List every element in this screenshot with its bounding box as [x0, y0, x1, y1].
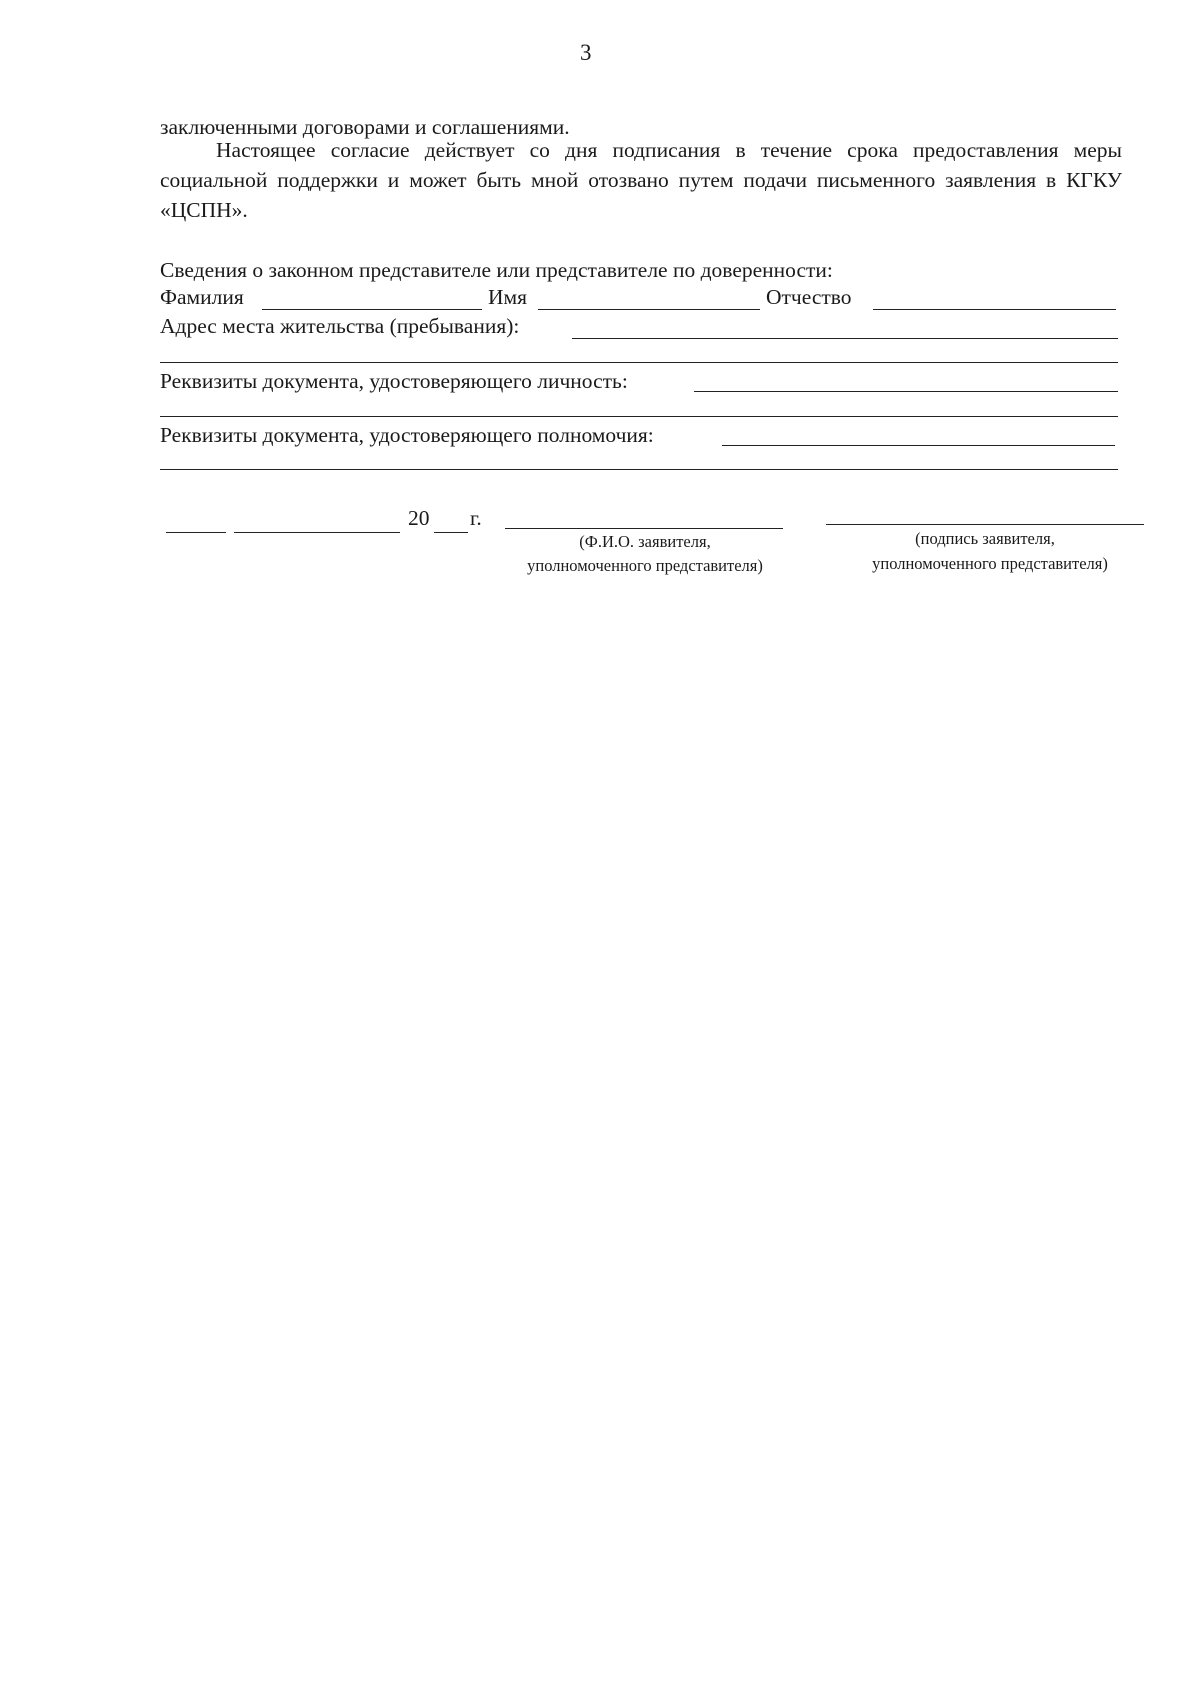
authority-doc-label: Реквизиты документа, удостоверяющего полномочия: — [160, 423, 654, 447]
surname-label: Фамилия — [160, 285, 244, 309]
paragraph-continuation: заключенными договорами и соглашениями. — [160, 115, 570, 139]
identity-doc-field[interactable] — [694, 391, 1118, 392]
date-year-field[interactable] — [434, 532, 468, 533]
applicant-signature-field[interactable] — [826, 524, 1144, 525]
fio-caption-line1: (Ф.И.О. заявителя, — [579, 532, 711, 551]
applicant-fio-field[interactable] — [505, 528, 783, 529]
page-number: 3 — [580, 40, 592, 65]
fio-caption-line2: уполномоченного представителя) — [527, 556, 763, 575]
authority-doc-field-line2[interactable] — [160, 469, 1118, 470]
date-month-field[interactable] — [234, 532, 400, 533]
signature-caption-line2: уполномоченного представителя) — [872, 554, 1108, 573]
patronymic-label: Отчество — [766, 285, 852, 309]
identity-doc-label: Реквизиты документа, удостоверяющего личность: — [160, 369, 628, 393]
address-label: Адрес места жительства (пребывания): — [160, 314, 520, 338]
address-field-line2[interactable] — [160, 362, 1118, 363]
surname-field[interactable] — [262, 309, 482, 310]
date-year-suffix: г. — [470, 506, 482, 530]
name-field[interactable] — [538, 309, 760, 310]
authority-doc-field[interactable] — [722, 445, 1115, 446]
signature-caption-line1: (подпись заявителя, — [915, 529, 1055, 548]
patronymic-field[interactable] — [873, 309, 1116, 310]
date-year-prefix: 20 — [408, 506, 430, 530]
identity-doc-field-line2[interactable] — [160, 416, 1118, 417]
representative-heading: Сведения о законном представителе или представителе по доверенности: — [160, 258, 833, 282]
name-label: Имя — [488, 285, 528, 309]
paragraph-validity: Настоящее согласие действует со дня подписания в течение срока предоставления меры социальной поддержки и может быть мной отозвано путем подачи письменного заявления в КГКУ «ЦСПН». — [160, 138, 1122, 222]
date-day-field[interactable] — [166, 532, 226, 533]
address-field[interactable] — [572, 338, 1118, 339]
